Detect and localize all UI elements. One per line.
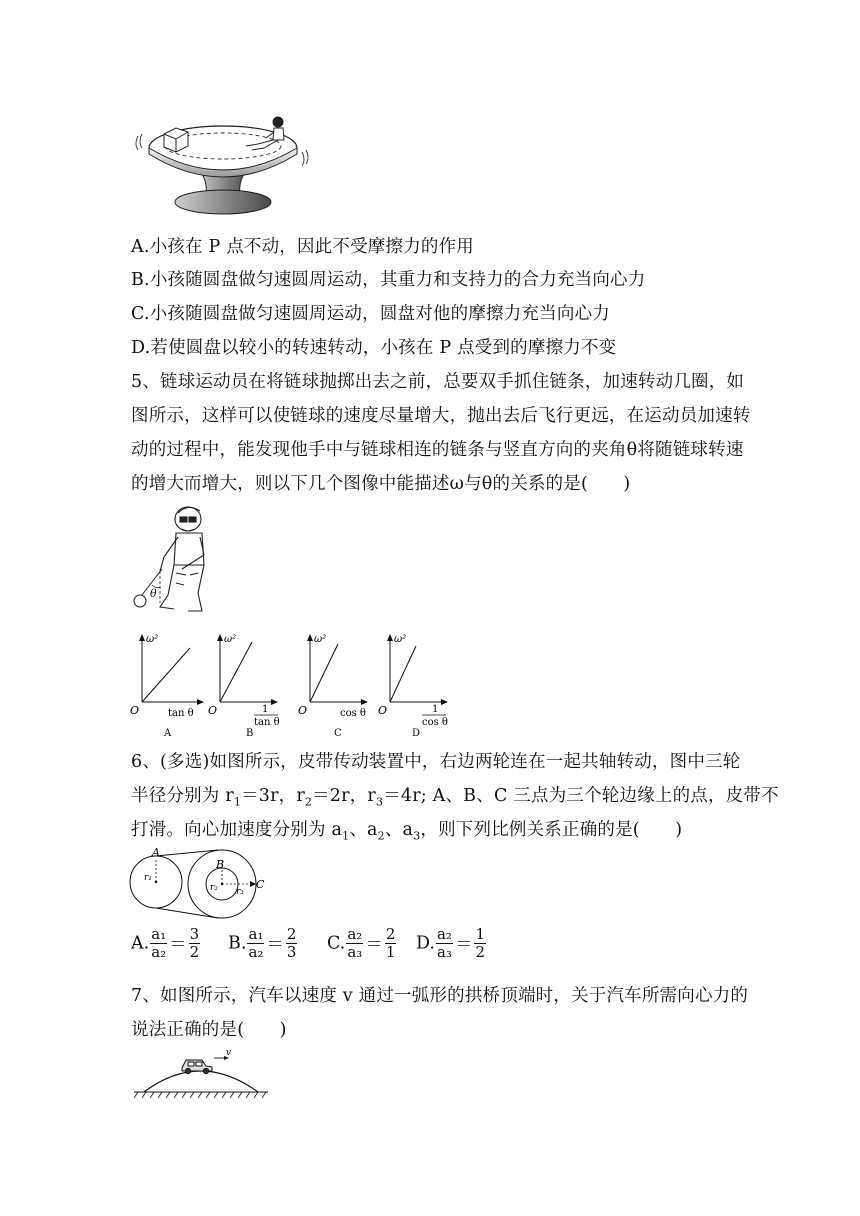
q6-option-a: A. $\frac{\text{a₁}}{\text{a₂}}$ ＝ $\frac{3}{2}$	[131, 925, 200, 961]
graph-b-xnum: 1	[262, 704, 269, 715]
q6-option-b: B. $\frac{\text{a₁}}{\text{a₂}}$ ＝ $\frac{2}{3}$	[228, 925, 297, 961]
q4-option-d: D.若使圆盘以较小的转速转动，小孩在 P 点受到的摩擦力不变	[131, 338, 617, 358]
q4-option-c: C.小孩随圆盘做匀速圆周运动，圆盘对他的摩擦力充当向心力	[131, 304, 610, 324]
belt-label-r3: r₃	[236, 887, 244, 897]
graph-b-ylabel: ω²	[224, 634, 237, 645]
q6-line-1: 6、(多选)如图所示，皮带传动装置中，右边两轮连在一起共轴转动，图中三轮	[131, 752, 741, 772]
q6-line-2: 半径分别为 $r_1=3r$，$r_2=2r$，$r_3=4r$; A、B、C 三点为三个轮边缘上的点，皮带不	[131, 786, 779, 809]
q5-line-3: 动的过程中，能发现他手中与链球相连的链条与竖直方向的夹角θ将随链球转速	[131, 440, 744, 460]
graph-a-letter: A	[164, 728, 172, 739]
graph-a-origin: O	[130, 704, 140, 717]
q6-option-d: D. $\frac{\text{a₂}}{\text{a₃}}$ ＝ $\frac{1}{2}$	[416, 925, 485, 961]
q4-option-a: A.小孩在 P 点不动，因此不受摩擦力的作用	[131, 237, 474, 257]
graph-a-xlabel: tan θ	[168, 708, 194, 719]
q5-line-2: 图所示，这样可以使链球的速度尽量增大，抛出去后飞行更远，在运动员加速转	[131, 406, 751, 426]
graph-b-letter: B	[246, 728, 254, 739]
q4-option-b: B.小孩随圆盘做匀速圆周运动，其重力和支持力的合力充当向心力	[131, 270, 646, 290]
graph-a-ylabel: ω²	[146, 634, 159, 645]
belt-label-r1: r₁	[144, 873, 152, 883]
graph-d-letter: D	[412, 728, 421, 739]
belt-label-b: B	[216, 858, 225, 871]
graph-c-origin: O	[298, 704, 308, 717]
car-velocity-label: v	[226, 1048, 232, 1058]
graph-d-xnum: 1	[432, 704, 439, 715]
rotating-disc-figure	[128, 110, 318, 220]
graph-d-xden: cos θ	[422, 717, 448, 728]
q5-line-1: 5、链球运动员在将链球抛掷出去之前，总要双手抓住链条，加速转动几圈，如	[131, 372, 745, 392]
q6-option-c: C. $\frac{\text{a₂}}{\text{a₃}}$ ＝ $\frac{2}{1}$	[327, 925, 396, 961]
graph-option-a	[128, 630, 208, 740]
q7-line-2: 说法正确的是( )	[131, 1020, 287, 1040]
graph-d-ylabel: ω²	[394, 634, 407, 645]
graph-c-letter: C	[334, 728, 342, 739]
hammer-thrower-figure	[130, 503, 220, 621]
belt-drive-figure	[126, 846, 272, 922]
arch-bridge-figure	[130, 1046, 272, 1102]
graph-b-origin: O	[208, 704, 218, 717]
graph-option-b	[208, 630, 290, 740]
q5-line-4: 的增大而增大，则以下几个图像中能描述ω与θ的关系的是( )	[131, 474, 631, 494]
graph-option-c	[298, 630, 378, 740]
belt-label-r2: r₂	[210, 883, 218, 893]
graph-b-xden: tan θ	[254, 717, 280, 728]
q7-line-1: 7、如图所示，汽车以速度 v 通过一弧形的拱桥顶端时，关于汽车所需向心力的	[131, 986, 749, 1006]
belt-label-a: A	[152, 846, 160, 859]
q6-line-3: 打滑。向心加速度分别为 $a_1$、$a_2$、$a_3$，则下列比例关系正确的是( )	[131, 820, 683, 843]
graph-c-xlabel: cos θ	[340, 708, 366, 719]
belt-label-c: C	[256, 878, 265, 891]
graph-d-origin: O	[378, 704, 388, 717]
graph-c-ylabel: ω²	[314, 634, 327, 645]
hammer-theta-label: θ	[150, 587, 157, 600]
graph-option-d	[378, 630, 460, 740]
